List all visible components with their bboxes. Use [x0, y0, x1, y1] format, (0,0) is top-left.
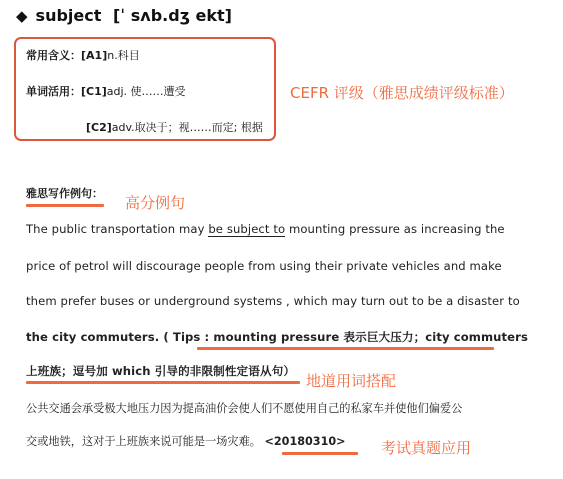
example-line-3: them prefer buses or underground systems , which may turn out to be a disaster to — [26, 294, 520, 308]
example-line-1 — [26, 222, 505, 236]
collocation-annotation: 地道用词搭配 — [306, 372, 397, 390]
entry-word: subject — [35, 6, 102, 25]
entry-phonetic: [ˈ sʌb.dʒ ekt] — [112, 6, 232, 25]
meaning-label: 常用含义： — [26, 49, 81, 62]
exam-code: <20180310> — [264, 435, 346, 448]
line1-post: mounting pressure as increasing the — [285, 222, 505, 236]
meaning-row — [26, 47, 140, 63]
exam-code-underline — [282, 452, 358, 455]
line4-pre: the city commuters. ( Tips : — [26, 330, 214, 344]
cefr-annotation: CEFR 评级（雅思成绩评级标准） — [290, 84, 514, 102]
example-line-5: 上班族；逗号加 which 引导的非限制性定语从句） — [26, 364, 296, 378]
meaning-level: [A1] — [81, 49, 108, 62]
example-section-title: 雅思写作例句： — [26, 187, 103, 200]
usage-row-1 — [26, 83, 186, 99]
tip-underline — [197, 347, 494, 350]
line1-pre: The public transportation may — [26, 222, 209, 236]
example-line-2: price of petrol will discourage people from using their private vehicles and make — [26, 259, 502, 273]
usage-1-text: adj. 使……遭受 — [106, 85, 186, 98]
meaning-text: n.科目 — [107, 49, 140, 62]
exam-annotation: 考试真题应用 — [381, 439, 472, 457]
tip-underline-2 — [26, 381, 300, 384]
translation-line-2 — [26, 433, 346, 449]
tip-text: mounting pressure 表示巨大压力；city commuters — [213, 330, 528, 344]
usage-2-text: adv.取决于；视……而定; 根据 — [111, 121, 263, 134]
example-line-4 — [26, 329, 528, 345]
diamond-icon: ◆ — [16, 7, 28, 25]
usage-2-level: [C2] — [86, 121, 112, 134]
section-title-underline — [26, 204, 104, 207]
example-annotation: 高分例句 — [125, 194, 186, 212]
key-phrase: be subject to — [208, 222, 286, 236]
translation-line-2-text: 交或地铁，这对于上班族来说可能是一场灾难。 — [26, 435, 265, 448]
translation-line-1: 公共交通会承受极大地压力因为提高油价会使人们不愿使用自己的私家车并使他们偏爱公 — [26, 402, 463, 415]
usage-row-2 — [86, 119, 263, 135]
usage-label: 单词活用： — [26, 85, 81, 98]
usage-1-level: [C1] — [81, 85, 107, 98]
entry-heading — [16, 6, 232, 25]
